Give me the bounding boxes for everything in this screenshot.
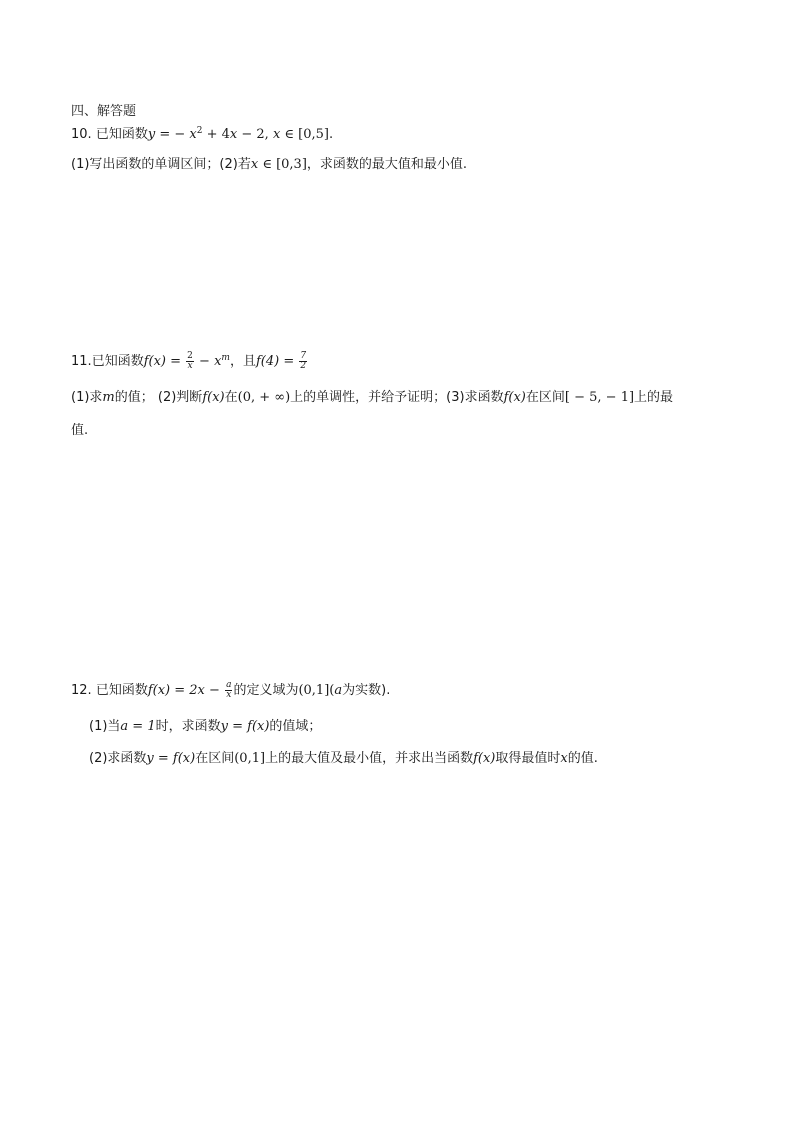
math-var: x bbox=[214, 354, 222, 369]
math-op: = − bbox=[155, 127, 190, 142]
math-interval: (0,1] bbox=[234, 751, 266, 766]
math-var: a bbox=[334, 683, 343, 698]
math-expr: y = f(x) bbox=[146, 751, 196, 766]
part-text: 在 bbox=[224, 390, 238, 405]
math-expr: f(x) = bbox=[143, 354, 186, 369]
stem-end: . bbox=[329, 127, 334, 142]
question-11-parts-line2: 值. bbox=[71, 423, 89, 438]
part-text: 的值； (2)判断 bbox=[114, 390, 203, 405]
math-fraction bbox=[225, 681, 232, 700]
fraction-numerator: a bbox=[226, 680, 232, 690]
part-text: 时，求函数 bbox=[155, 719, 221, 734]
math-interval: (0,1] bbox=[298, 683, 330, 698]
math-var: x bbox=[250, 157, 259, 172]
fraction-numerator: 2 bbox=[187, 351, 193, 361]
math-interval: (0, + ∞) bbox=[237, 390, 291, 405]
part-text: 上的单调性，并给予证明；(3)求函数 bbox=[290, 390, 504, 405]
part-text: 在区间 bbox=[525, 390, 565, 405]
part-text: (2)求函数 bbox=[89, 751, 147, 766]
part-text: (1)当 bbox=[89, 719, 121, 734]
question-10-stem bbox=[71, 126, 333, 144]
stem-text: 已知函数 bbox=[95, 683, 148, 698]
math-fraction bbox=[186, 352, 194, 371]
section-title: 四、解答题 bbox=[71, 104, 137, 119]
question-11-parts-line1 bbox=[71, 389, 673, 407]
part-text: 上的最 bbox=[634, 390, 674, 405]
math-var: x bbox=[189, 127, 197, 142]
fraction-denominator: 2 bbox=[300, 361, 307, 371]
math-expr: f(x) = 2x − bbox=[147, 683, 225, 698]
question-10-parts bbox=[71, 156, 467, 174]
math-exponent: m bbox=[221, 353, 230, 363]
math-exponent: 2 bbox=[196, 126, 203, 136]
math-paren: ( bbox=[329, 683, 335, 698]
math-fraction bbox=[299, 352, 307, 371]
part-text: ，求函数的最大值和最小值. bbox=[306, 157, 468, 172]
part-text: 的值域； bbox=[269, 719, 322, 734]
math-op: + 4 bbox=[202, 127, 230, 142]
math-domain: ∈ [0,5] bbox=[280, 127, 330, 142]
math-expr: f(x) bbox=[503, 390, 526, 405]
stem-text: 已知函数 bbox=[95, 127, 148, 142]
part-text: 上的最大值及最小值，并求出当函数 bbox=[265, 751, 474, 766]
math-var: x bbox=[560, 751, 568, 766]
part-text: (1)求 bbox=[71, 390, 103, 405]
question-12-stem bbox=[71, 681, 390, 700]
math-expr: y = f(x) bbox=[220, 719, 270, 734]
question-number: 10. bbox=[71, 127, 92, 142]
math-var: y bbox=[147, 127, 156, 142]
stem-text: 为实数). bbox=[342, 683, 391, 698]
part-text: 的值. bbox=[567, 751, 598, 766]
fraction-denominator: x bbox=[226, 690, 232, 700]
question-12-part1 bbox=[89, 718, 321, 736]
math-var: m bbox=[102, 390, 115, 405]
question-12-part2 bbox=[89, 750, 598, 768]
stem-text: ，且 bbox=[229, 354, 256, 369]
part-text: 在区间 bbox=[195, 751, 235, 766]
math-expr: a = 1 bbox=[120, 719, 156, 734]
question-11-stem bbox=[71, 352, 308, 371]
part-text: 取得最值时 bbox=[495, 751, 561, 766]
fraction-denominator: x bbox=[187, 361, 193, 371]
math-var: x bbox=[229, 127, 238, 142]
math-interval: [ − 5, − 1] bbox=[564, 390, 635, 405]
part-text: (1)写出函数的单调区间；(2)若 bbox=[71, 157, 251, 172]
math-expr: f(x) bbox=[202, 390, 225, 405]
fraction-numerator: 7 bbox=[300, 351, 307, 361]
question-number: 12. bbox=[71, 683, 92, 698]
math-domain: ∈ [0,3] bbox=[258, 157, 307, 172]
stem-text: 的定义域为 bbox=[233, 683, 299, 698]
question-number: 11. bbox=[71, 354, 92, 369]
math-var: x bbox=[272, 127, 281, 142]
math-expr: f(4) = bbox=[255, 354, 299, 369]
math-expr: f(x) bbox=[473, 751, 496, 766]
math-op: − 2, bbox=[237, 127, 273, 142]
math-op: − bbox=[194, 354, 215, 369]
stem-text: 已知函数 bbox=[91, 354, 144, 369]
